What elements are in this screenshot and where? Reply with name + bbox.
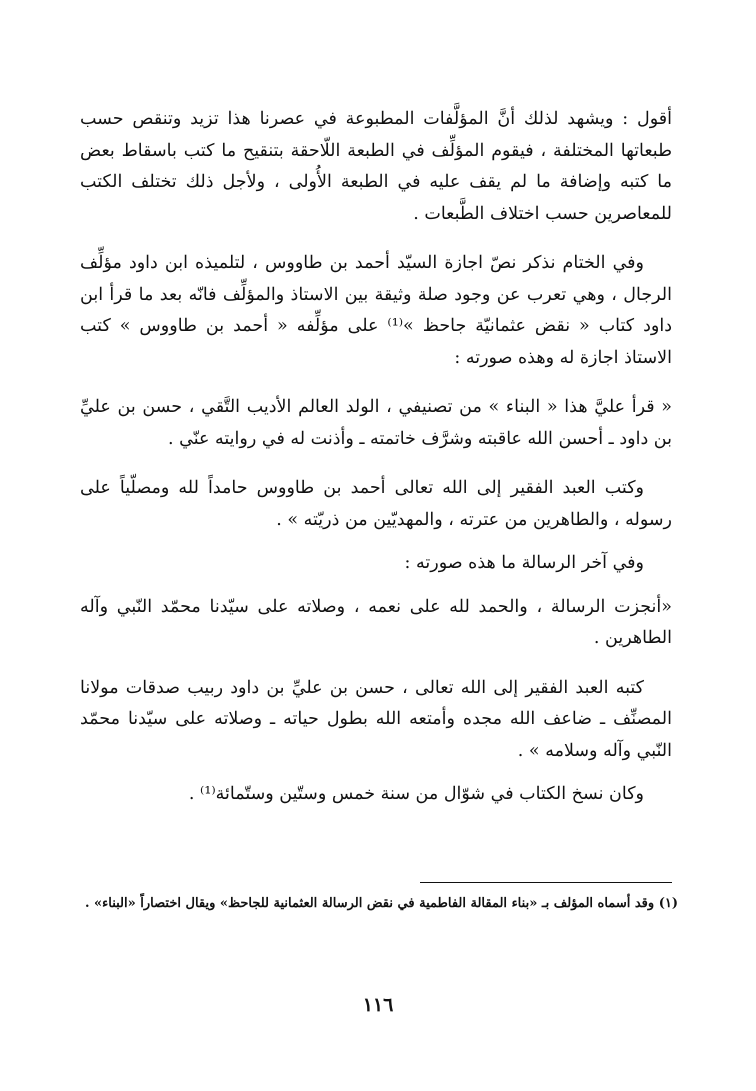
- paragraph-authors-note: أقول : ويشهد لذلك أنَّ المؤلَّفات المطبوعة في عصرنا هذا تزيد وتنقص حسب طبعاتها المختلفة ، فيقوم المؤلِّف في الطبعة اللّاحقة بتنقيح ما كتب باسقاط بعض ما كتبه وإضافة ما لم يقف عليه في الطبعة الأُولى ، ولأجل ذلك تختلف الكتب للمعاصرين حسب اختلاف الطَّبعات .: [80, 109, 672, 224]
- paragraph-colophon-signature: كتبه العبد الفقير إلى الله تعالى ، حسن بن عليِّ بن داود ربيب صدقات مولانا المصنِّف ـ ضاعف الله مجده وأمتعه الله بطول حياته ـ وصلاته على سيّدنا محمّد النّبي وآله وسلامه » .: [80, 677, 672, 761]
- paragraph-ijaza-intro: وفي الختام نذكر نصّ اجازة السيّد أحمد بن طاووس ، لتلميذه ابن داود مؤلِّف الرجال ، وهي تعرب عن وجود صلة وثيقة بين الاستاذ والمؤلِّف فانّه بعد ما قرأ ابن داود كتاب « نقض عثمانيّة جاحظ »⁽¹⁾ على مؤلِّفه « أحمد بن طاووس » كتب الاستاذ اجازة له وهذه صورته :: [80, 253, 672, 368]
- footnote: [80, 892, 678, 916]
- footnote-divider: [420, 882, 672, 883]
- paragraph-ijaza-signature: وكتب العبد الفقير إلى الله تعالى أحمد بن طاووس حامداً لله ومصلّياً على رسوله ، والطاهرين من عترته ، والمهديّين من ذريّته » .: [80, 478, 672, 530]
- paragraph-colophon-quote: «أنجزت الرسالة ، والحمد لله على نعمه ، وصلاته على سيّدنا محمّد النّبي وآله الطاهرين .: [80, 596, 672, 648]
- body-text: [80, 104, 672, 829]
- footnote-text: (١) وقد أسماه المؤلف بـ «بناء المقالة الفاطمية في نقض الرسالة العثمانية للجاحظ» ويقال اختصاراً «البناء» .: [84, 896, 678, 911]
- paragraph-ijaza-quote: « قرأ عليَّ هذا « البناء » من تصنيفي ، الولد العالم الأديب التَّقي ، حسن بن عليِّ بن داود ـ أحسن الله عاقبته وشرَّف خاتمته ـ وأذنت له في روايته عنّي .: [80, 397, 672, 449]
- paragraph-colophon-intro: وفي آخر الرسالة ما هذه صورته :: [404, 553, 644, 573]
- page-number: ١١٦: [362, 994, 394, 1016]
- paragraph-copy-date: وكان نسخ الكتاب في شوّال من سنة خمس وستّين وستّمائة⁽¹⁾ .: [188, 784, 644, 804]
